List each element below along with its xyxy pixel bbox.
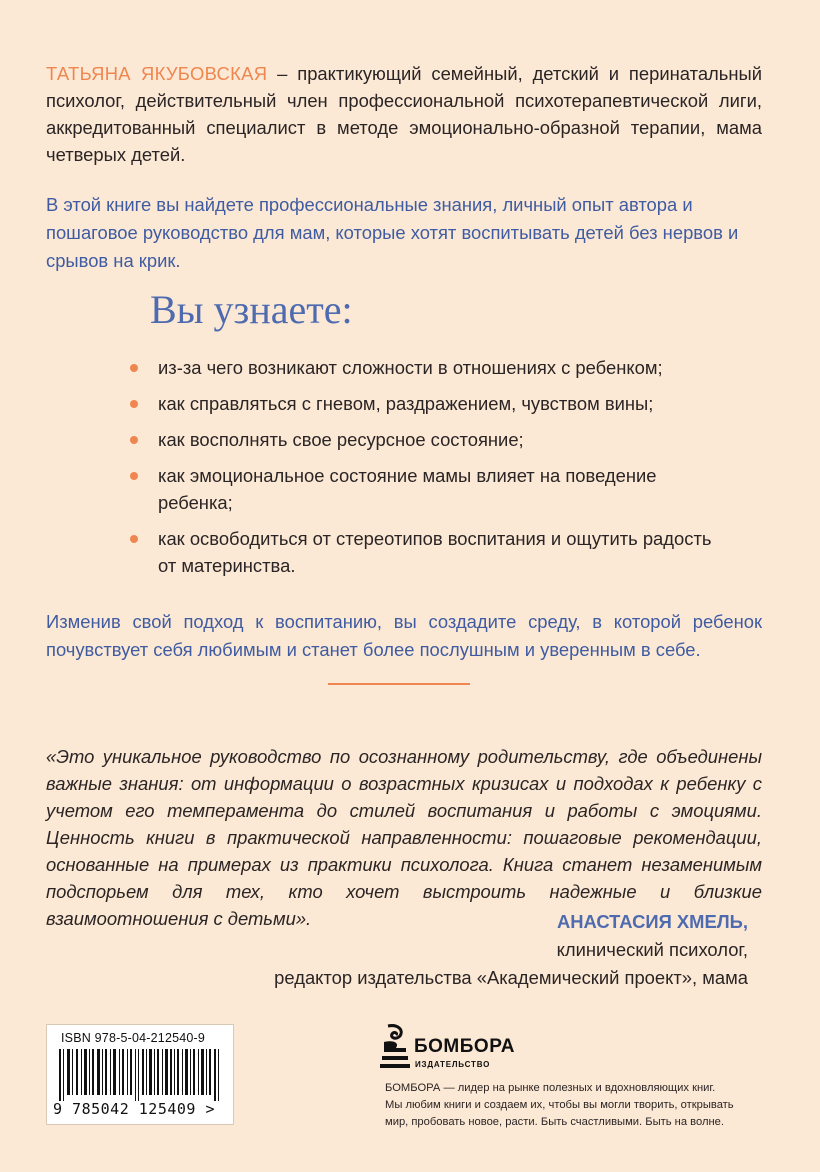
bullet-icon <box>130 364 138 372</box>
quote-attribution <box>274 908 748 992</box>
author-name: ТАТЬЯНА ЯКУБОВСКАЯ <box>46 63 268 85</box>
barcode-bars-icon <box>57 1049 225 1101</box>
list-item: как восполнять свое ресурсное состояние; <box>126 426 766 453</box>
reviewer-role-2: редактор издательства «Академический проект», мама <box>274 967 748 988</box>
publisher-logo <box>378 1024 515 1079</box>
publisher-subtitle: ИЗДАТЕЛЬСТВО <box>415 1060 491 1069</box>
author-bio <box>46 60 762 168</box>
list-item: как эмоциональное состояние мамы влияет на поведение ребенка; <box>126 462 718 516</box>
learn-heading: Вы узнаете: <box>150 287 353 332</box>
barcode-digits: 9 785042 125409 > <box>53 1100 216 1118</box>
reviewer-role: клинический психолог, <box>556 939 748 960</box>
publisher-name: БОМБОРА <box>414 1036 515 1057</box>
barcode <box>46 1024 234 1125</box>
isbn-label: ISBN 978-5-04-212540-9 <box>61 1031 206 1045</box>
author-bio-text: – практикующий семейный, детский и перинатальный психолог, действительный член профессиональной психотерапевтической лиги, аккредитованный специалист в методе эмоционально-образной терапии, мама четверых детей. <box>46 63 763 166</box>
bullet-icon <box>130 400 138 408</box>
bullet-icon <box>130 436 138 444</box>
learn-list <box>126 354 766 588</box>
bullet-icon <box>130 472 138 480</box>
review-quote: «Это уникальное руководство по осознанному родительству, где объединены важные знания: от информации о возрастных кризисах и подходах к ребенку с учетом его темперамента до стилей воспитания и работы с эмоциями. Ценность книги в практической направленности: пошаговые рекомендации, основанные на примерах из практики психолога. Книга станет незаменимым подспорьем для тех, кто хочет выстроить надежные и близкие взаимоотношения с детьми». <box>46 746 762 930</box>
divider <box>328 683 470 685</box>
book-promo: В этой книге вы найдете профессиональные знания, личный опыт автора и пошаговое руководство для мам, которые хотят воспитывать детей без нервов и срывов на крик. <box>46 194 739 272</box>
outcome-text: Изменив свой подход к воспитанию, вы создадите среду, в которой ребенок почувствует себя любимым и станет более послушным и уверенным в себе. <box>46 611 762 661</box>
bombora-wave-icon <box>378 1024 412 1074</box>
publisher-description: БОМБОРА — лидер на рынке полезных и вдохновляющих книг. Мы любим книги и создаем их, чтобы вы могли творить, открывать мир, пробовать новое, расти. Быть счастливыми. Быть на волне. <box>385 1082 734 1128</box>
list-item: как справляться с гневом, раздражением, чувством вины; <box>126 390 766 417</box>
list-item: как освободиться от стереотипов воспитания и ощутить радость от материнства. <box>126 525 718 579</box>
list-item: из-за чего возникают сложности в отношениях с ребенком; <box>126 354 766 381</box>
bullet-icon <box>130 535 138 543</box>
reviewer-name: АНАСТАСИЯ ХМЕЛЬ, <box>556 911 748 932</box>
